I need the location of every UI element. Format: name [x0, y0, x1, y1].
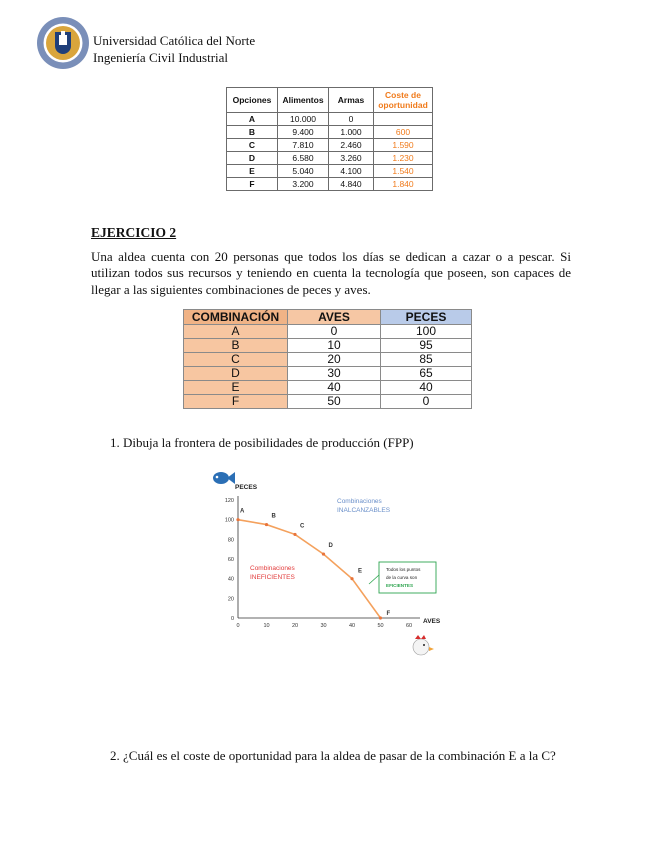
- table-cell: 30: [288, 367, 381, 381]
- table-cell: 2.460: [329, 139, 374, 152]
- table-cell: 10: [288, 339, 381, 353]
- table-cell: F: [227, 178, 278, 191]
- table-row: [184, 325, 472, 339]
- table-cell: 4.100: [329, 165, 374, 178]
- col-header-peces: PECES: [381, 310, 472, 325]
- x-tick-label: 50: [377, 623, 384, 629]
- table-cell: 4.840: [329, 178, 374, 191]
- table-cell: 85: [381, 353, 472, 367]
- table-cell: 1.840: [374, 178, 433, 191]
- table-cell: 1.540: [374, 165, 433, 178]
- exercise-title: EJERCICIO 2: [91, 225, 177, 240]
- point-label-f: F: [386, 611, 391, 617]
- table-cell: 65: [381, 367, 472, 381]
- x-tick-label: 10: [263, 623, 270, 629]
- table-row: [184, 353, 472, 367]
- table-row: [227, 152, 433, 165]
- table-cell: 3.200: [278, 178, 329, 191]
- ppf-chart: [205, 466, 445, 662]
- table-row: [227, 165, 433, 178]
- table-row: [184, 339, 472, 353]
- table-cell: 40: [381, 381, 472, 395]
- table-cell: 20: [288, 353, 381, 367]
- university-name: Universidad Católica del Norte: [93, 33, 256, 48]
- table-cell: 1.000: [329, 126, 374, 139]
- table-cell: 600: [374, 126, 433, 139]
- data-point-a: [236, 518, 239, 521]
- x-tick-label: 0: [236, 623, 240, 629]
- exercise-statement: Una aldea cuenta con 20 personas que todos los días se dedican a cazar o a pescar. Si utilizan todos sus recursos y teniendo en cuenta la tecnología que poseen, son capaces de llegar a las siguientes combinaciones de peces y aves.: [91, 249, 571, 297]
- table-cell: D: [184, 367, 288, 381]
- table-header-row: [184, 310, 472, 325]
- inefficient-label-2: INEFICIENTES: [250, 574, 295, 581]
- y-tick-label: 40: [227, 576, 234, 583]
- table-cell: [374, 113, 433, 126]
- table-cell: 40: [288, 381, 381, 395]
- data-point-c: [293, 533, 296, 536]
- table-cell: E: [227, 165, 278, 178]
- table-cell: B: [227, 126, 278, 139]
- point-label-c: C: [300, 523, 305, 530]
- efficient-label-2: de la curva son: [386, 575, 418, 580]
- col-header-alimentos: Alimentos: [278, 88, 329, 113]
- table-row: [184, 395, 472, 409]
- unreachable-label-1: Combinaciones: [337, 498, 382, 505]
- table-cell: B: [184, 339, 288, 353]
- unreachable-label-2: INALCANZABLES: [337, 507, 391, 514]
- x-tick-label: 30: [320, 623, 327, 629]
- table-cell: 95: [381, 339, 472, 353]
- table-cell: F: [184, 395, 288, 409]
- chicken-icon: [413, 635, 434, 655]
- table-cell: 50: [288, 395, 381, 409]
- x-tick-label: 40: [348, 623, 356, 629]
- table-row: [184, 381, 472, 395]
- y-tick-label: 120: [224, 498, 234, 504]
- y-tick-label: 100: [224, 517, 234, 524]
- university-logo: [36, 16, 90, 70]
- table-cell: C: [227, 139, 278, 152]
- col-header-opciones: Opciones: [227, 88, 278, 113]
- table-row: [227, 126, 433, 139]
- table-cell: 0: [288, 325, 381, 339]
- efficient-pointer: [369, 575, 379, 584]
- table-cell: 9.400: [278, 126, 329, 139]
- point-label-b: B: [271, 513, 276, 520]
- combination-table: [183, 309, 472, 409]
- table-cell: 10.000: [278, 113, 329, 126]
- question-1: 1. Dibuja la frontera de posibilidades de producción (FPP): [110, 435, 414, 450]
- data-point-b: [265, 523, 268, 526]
- table-row: [184, 367, 472, 381]
- x-tick-label: 20: [291, 623, 299, 629]
- table-cell: A: [227, 113, 278, 126]
- table-cell: 0: [329, 113, 374, 126]
- point-label-d: D: [328, 543, 333, 550]
- y-tick-label: 60: [227, 557, 234, 563]
- efficient-label-1: Todos los puntos: [386, 567, 421, 572]
- y-axis-title: PECES: [235, 484, 258, 491]
- table-row: [227, 178, 433, 191]
- x-tick-label: 60: [405, 623, 413, 629]
- table-cell: 5.040: [278, 165, 329, 178]
- col-header-armas: Armas: [329, 88, 374, 113]
- y-tick-label: 20: [227, 596, 234, 603]
- table-row: [227, 113, 433, 126]
- table-cell: D: [227, 152, 278, 165]
- table-cell: E: [184, 381, 288, 395]
- y-tick-label: 0: [230, 616, 234, 622]
- point-label-e: E: [358, 568, 363, 575]
- table-cell: C: [184, 353, 288, 367]
- faculty-name: Ingeniería Civil Industrial: [93, 50, 229, 65]
- col-header-coste: Coste de oportunidad: [374, 88, 433, 113]
- table-cell: 1.590: [374, 139, 433, 152]
- opportunity-cost-table: [226, 87, 433, 191]
- efficient-label-3: EFICIENTES: [386, 583, 414, 588]
- data-point-f: [379, 616, 382, 619]
- table-cell: 7.810: [278, 139, 329, 152]
- table-cell: A: [184, 325, 288, 339]
- table-cell: 3.260: [329, 152, 374, 165]
- table-cell: 1.230: [374, 152, 433, 165]
- inefficient-label-1: Combinaciones: [250, 565, 295, 572]
- table-row: [227, 139, 433, 152]
- col-header-combinacion: COMBINACIÓN: [184, 310, 288, 325]
- table-cell: 100: [381, 325, 472, 339]
- question-2: 2. ¿Cuál es el coste de oportunidad para la aldea de pasar de la combinación E a la C?: [110, 748, 556, 763]
- x-axis-title: AVES: [423, 618, 441, 625]
- table-header-row: [227, 88, 433, 113]
- col-header-aves: AVES: [288, 310, 381, 325]
- fish-icon: [213, 472, 235, 484]
- table-cell: 0: [381, 395, 472, 409]
- y-tick-label: 80: [227, 537, 234, 544]
- table-cell: 6.580: [278, 152, 329, 165]
- point-label-a: A: [240, 508, 245, 515]
- data-point-e: [350, 577, 353, 580]
- data-point-d: [322, 552, 325, 555]
